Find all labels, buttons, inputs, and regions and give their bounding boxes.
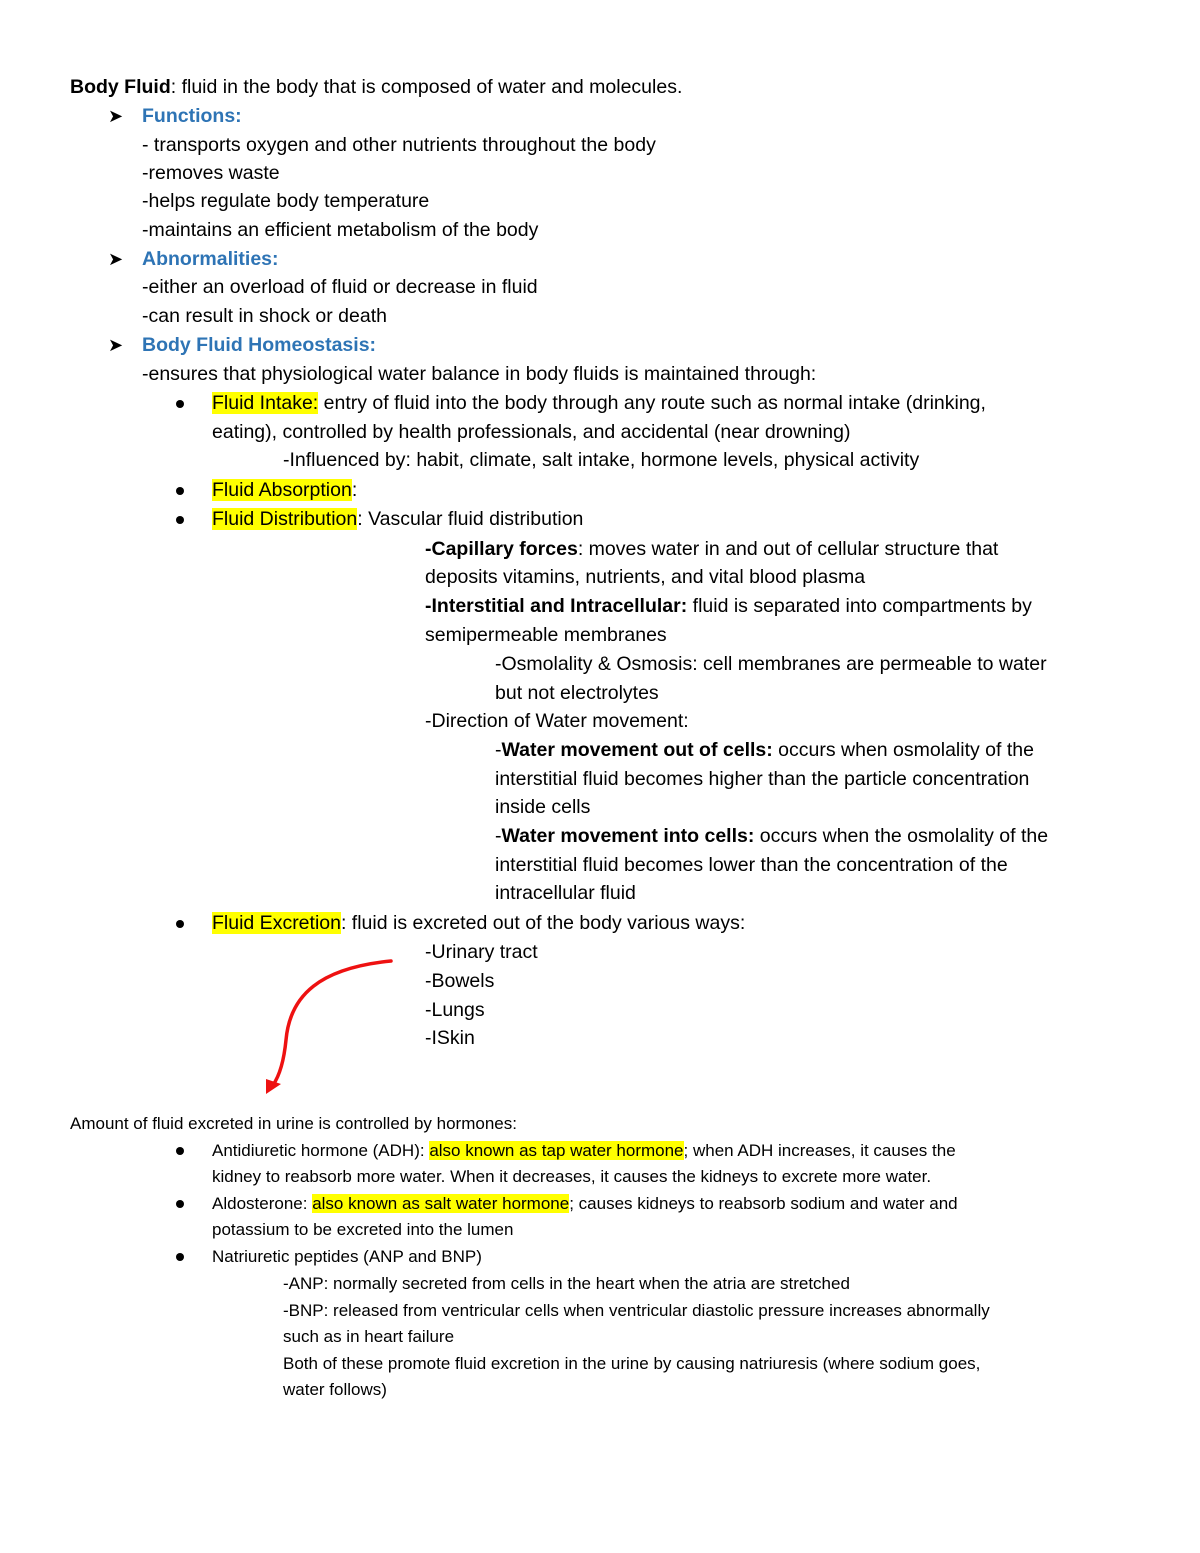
fluid-distribution-term: Fluid Distribution <box>212 508 358 530</box>
bullet-icon <box>176 1253 184 1261</box>
bnp-line: -BNP: released from ventricular cells when ventricular diastolic pressure increases abnormally <box>283 1301 990 1320</box>
anp-line: -ANP: normally secreted from cells in the heart when the atria are stretched <box>283 1274 850 1293</box>
homeostasis-intro: -ensures that physiological water balance in body fluids is maintained through: <box>142 363 817 385</box>
osmolality-line: -Osmolality & Osmosis: cell membranes are permeable to water <box>495 653 1047 675</box>
aldosterone-line2: potassium to be excreted into the lumen <box>212 1220 514 1239</box>
fluid-distribution-text: : Vascular fluid distribution <box>357 508 584 530</box>
fluid-intake-line2: eating), controlled by health professionals, and accidental (near drowning) <box>212 421 851 443</box>
interstitial-line2: semipermeable membranes <box>425 624 667 646</box>
water-in-text: occurs when the osmolality of the <box>754 825 1049 847</box>
arrow-bullet-icon: ➤ <box>108 335 124 355</box>
aldosterone-label: Aldosterone: <box>212 1194 313 1213</box>
functions-item: -helps regulate body temperature <box>142 190 430 212</box>
hormones-intro: Amount of fluid excreted in urine is controlled by hormones: <box>70 1114 517 1133</box>
excretion-route: -Urinary tract <box>425 941 538 963</box>
both-line2: water follows) <box>283 1380 387 1399</box>
aldosterone-highlight: also known as salt water hormone <box>312 1194 570 1213</box>
fluid-intake-text: entry of fluid into the body through any route such as normal intake (drinking, <box>318 392 986 414</box>
fluid-excretion-term: Fluid Excretion <box>212 912 341 934</box>
adh-line2: kidney to reabsorb more water. When it decreases, it causes the kidneys to excrete more water. <box>212 1167 932 1186</box>
fluid-intake-term: Fluid Intake: <box>212 392 319 414</box>
excretion-route: -ISkin <box>425 1027 475 1049</box>
fluid-absorption-term: Fluid Absorption <box>212 479 352 501</box>
water-out-prefix: - <box>495 739 502 761</box>
adh-label: Antidiuretic hormone (ADH): <box>212 1141 430 1160</box>
water-out-line2: interstitial fluid becomes higher than the particle concentration <box>495 768 1030 790</box>
water-out-term: Water movement out of cells: <box>501 739 773 761</box>
interstitial-text: fluid is separated into compartments by <box>687 595 1032 617</box>
excretion-route: -Lungs <box>425 999 485 1021</box>
bullet-icon <box>176 1200 184 1208</box>
functions-item: - transports oxygen and other nutrients throughout the body <box>142 134 656 156</box>
water-in-prefix: - <box>495 825 502 847</box>
capillary-forces-term: -Capillary forces <box>425 538 578 560</box>
excretion-route: -Bowels <box>425 970 495 992</box>
functions-item: -removes waste <box>142 162 280 184</box>
title-term: Body Fluid <box>70 76 171 98</box>
arrow-bullet-icon: ➤ <box>108 106 124 126</box>
aldosterone-line <box>212 1192 958 1216</box>
both-line: Both of these promote fluid excretion in the urine by causing natriuresis (where sodium goes, <box>283 1354 981 1373</box>
fluid-absorption-text: : <box>351 479 358 501</box>
water-out-text: occurs when osmolality of the <box>772 739 1034 761</box>
water-in-line2: interstitial fluid becomes lower than the concentration of the <box>495 854 1008 876</box>
functions-heading: Functions: <box>142 105 242 127</box>
natriuretic-label: Natriuretic peptides (ANP and BNP) <box>212 1247 482 1266</box>
direction-heading: -Direction of Water movement: <box>425 710 689 732</box>
fluid-excretion-text: : fluid is excreted out of the body various ways: <box>340 912 746 934</box>
abnormalities-heading: Abnormalities: <box>142 248 279 270</box>
homeostasis-heading: Body Fluid Homeostasis: <box>142 334 377 356</box>
bullet-icon <box>176 1147 184 1155</box>
fluid-intake-influenced: -Influenced by: habit, climate, salt intake, hormone levels, physical activity <box>283 449 920 471</box>
arrow-bullet-icon: ➤ <box>108 249 124 269</box>
abnormalities-item: -can result in shock or death <box>142 305 387 327</box>
water-in-term: Water movement into cells: <box>501 825 755 847</box>
capillary-forces-line2: deposits vitamins, nutrients, and vital blood plasma <box>425 566 866 588</box>
adh-line <box>212 1139 956 1163</box>
water-out-line3: inside cells <box>495 796 591 818</box>
osmolality-line2: but not electrolytes <box>495 682 659 704</box>
capillary-forces-text: : moves water in and out of cellular structure that <box>577 538 999 560</box>
title-definition: : fluid in the body that is composed of water and molecules. <box>170 76 683 98</box>
abnormalities-item: -either an overload of fluid or decrease in fluid <box>142 276 538 298</box>
functions-item: -maintains an efficient metabolism of the body <box>142 219 539 241</box>
adh-text: ; when ADH increases, it causes the <box>683 1141 956 1160</box>
adh-highlight: also known as tap water hormone <box>429 1141 684 1160</box>
bnp-line2: such as in heart failure <box>283 1327 455 1346</box>
water-in-line3: intracellular fluid <box>495 882 636 904</box>
aldosterone-text: ; causes kidneys to reabsorb sodium and water and <box>569 1194 958 1213</box>
interstitial-term: -Interstitial and Intracellular: <box>425 595 688 617</box>
